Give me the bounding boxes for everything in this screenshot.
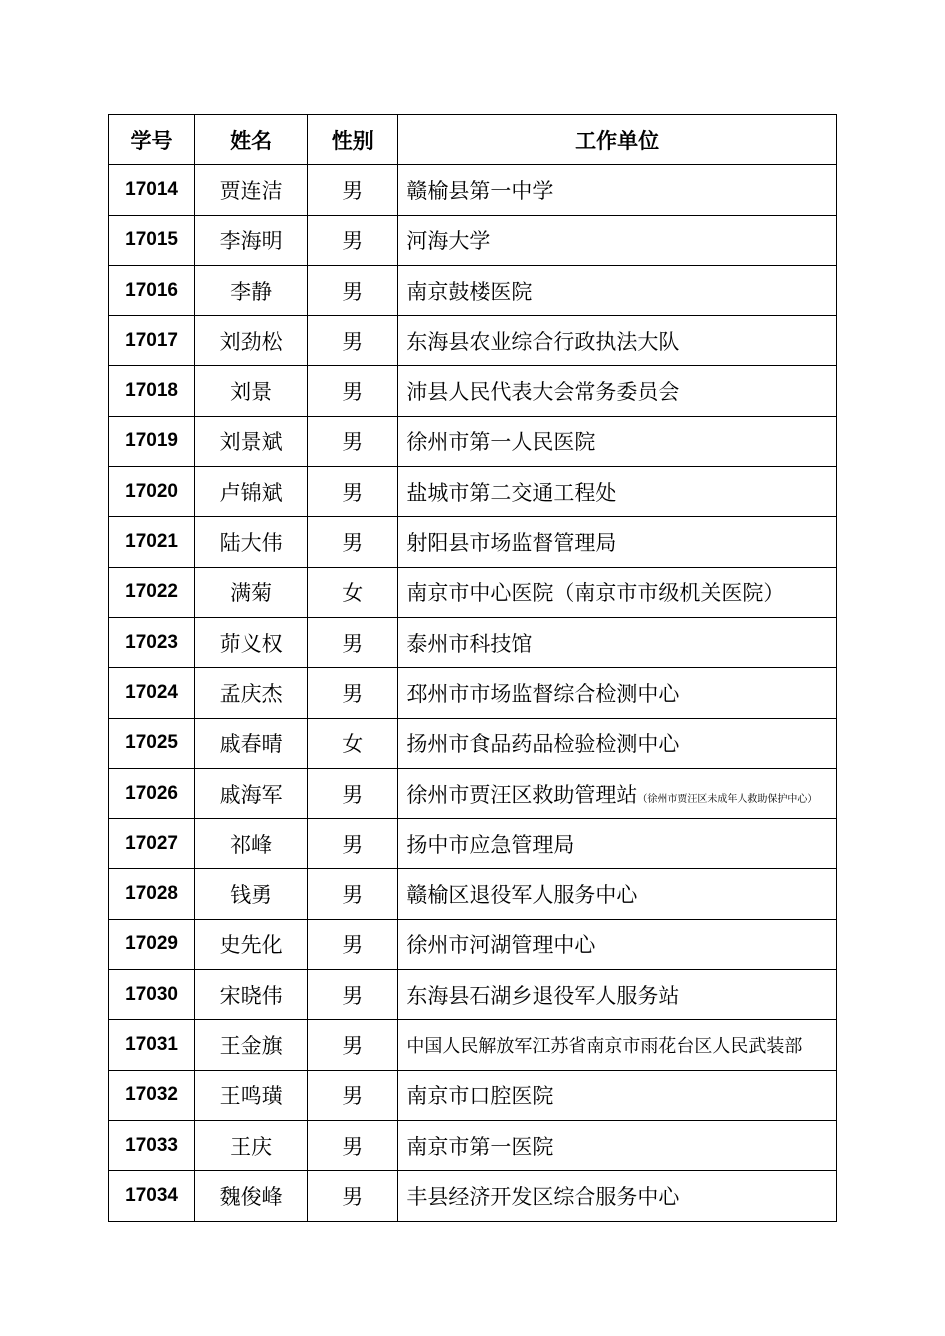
org-cell (398, 1020, 837, 1070)
org-name: 南京鼓楼医院 (406, 279, 533, 304)
sex-cell: 女 (308, 718, 398, 768)
org-name: 徐州市贾汪区救助管理站 (406, 782, 638, 807)
table-row (109, 265, 837, 315)
student-id-cell: 17023 (109, 617, 195, 667)
org-name: 扬州市食品药品检验检测中心 (406, 732, 680, 757)
sex-cell: 女 (308, 567, 398, 617)
name-cell: 王鸣璜 (195, 1070, 308, 1120)
org-name: 徐州市第一人民医院 (406, 430, 596, 455)
table-row (109, 567, 837, 617)
student-id-cell: 17014 (109, 165, 195, 215)
table-row (109, 617, 837, 667)
table-row (109, 467, 837, 517)
name-cell: 李静 (195, 265, 308, 315)
org-cell (398, 718, 837, 768)
table-row (109, 416, 837, 466)
table-row (109, 869, 837, 919)
sex-cell: 男 (308, 215, 398, 265)
name-cell: 刘景 (195, 366, 308, 416)
name-cell: 李海明 (195, 215, 308, 265)
header-org: 工作单位 (398, 115, 837, 165)
table-row (109, 1120, 837, 1170)
roster-table (108, 114, 837, 1222)
name-cell: 刘劲松 (195, 316, 308, 366)
student-id-cell: 17025 (109, 718, 195, 768)
org-cell (398, 517, 837, 567)
sex-cell: 男 (308, 1120, 398, 1170)
table-row (109, 718, 837, 768)
org-cell (398, 215, 837, 265)
org-cell (398, 366, 837, 416)
student-id-cell: 17034 (109, 1171, 195, 1221)
org-cell (398, 1120, 837, 1170)
org-name: 徐州市河湖管理中心 (406, 933, 596, 958)
table-row (109, 1070, 837, 1120)
table-row (109, 1171, 837, 1221)
table-row (109, 366, 837, 416)
student-id-cell: 17019 (109, 416, 195, 466)
table-row (109, 668, 837, 718)
student-id-cell: 17021 (109, 517, 195, 567)
table-row (109, 768, 837, 818)
student-id-cell: 17026 (109, 768, 195, 818)
student-id-cell: 17017 (109, 316, 195, 366)
org-name: 东海县农业综合行政执法大队 (406, 329, 680, 354)
name-cell: 卢锦斌 (195, 467, 308, 517)
name-cell: 史先化 (195, 919, 308, 969)
org-cell (398, 970, 837, 1020)
org-name: 射阳县市场监督管理局 (406, 531, 617, 556)
org-name: 扬中市应急管理局 (406, 832, 575, 857)
sex-cell: 男 (308, 1171, 398, 1221)
student-id-cell: 17018 (109, 366, 195, 416)
name-cell: 魏俊峰 (195, 1171, 308, 1221)
org-cell (398, 567, 837, 617)
sex-cell: 男 (308, 819, 398, 869)
name-cell: 陆大伟 (195, 517, 308, 567)
org-cell (398, 1070, 837, 1120)
table-row (109, 517, 837, 567)
org-cell (398, 617, 837, 667)
name-cell: 刘景斌 (195, 416, 308, 466)
name-cell: 贾连洁 (195, 165, 308, 215)
student-id-cell: 17027 (109, 819, 195, 869)
student-id-cell: 17028 (109, 869, 195, 919)
sex-cell: 男 (308, 265, 398, 315)
student-id-cell: 17024 (109, 668, 195, 718)
student-id-cell: 17030 (109, 970, 195, 1020)
org-name: 赣榆区退役军人服务中心 (406, 883, 638, 908)
table-row (109, 970, 837, 1020)
name-cell: 王金旗 (195, 1020, 308, 1070)
sex-cell: 男 (308, 467, 398, 517)
name-cell: 钱勇 (195, 869, 308, 919)
student-id-cell: 17015 (109, 215, 195, 265)
org-name: 中国人民解放军江苏省南京市雨花台区人民武装部 (406, 1035, 803, 1057)
table-row (109, 215, 837, 265)
student-id-cell: 17029 (109, 919, 195, 969)
org-cell (398, 819, 837, 869)
header-sex: 性别 (308, 115, 398, 165)
org-cell (398, 165, 837, 215)
sex-cell: 男 (308, 919, 398, 969)
org-cell (398, 416, 837, 466)
table-row (109, 819, 837, 869)
org-name: 邳州市市场监督综合检测中心 (406, 681, 680, 706)
sex-cell: 男 (308, 165, 398, 215)
table-body (109, 165, 837, 1221)
name-cell: 王庆 (195, 1120, 308, 1170)
sex-cell: 男 (308, 366, 398, 416)
name-cell: 戚春晴 (195, 718, 308, 768)
org-name: 南京市口腔医院 (406, 1084, 554, 1109)
table-row (109, 316, 837, 366)
sex-cell: 男 (308, 668, 398, 718)
sex-cell: 男 (308, 316, 398, 366)
org-cell (398, 265, 837, 315)
org-name: 泰州市科技馆 (406, 631, 533, 656)
header-name: 姓名 (195, 115, 308, 165)
org-cell (398, 919, 837, 969)
sex-cell: 男 (308, 768, 398, 818)
student-id-cell: 17016 (109, 265, 195, 315)
table-row (109, 165, 837, 215)
org-cell (398, 869, 837, 919)
org-name: 赣榆县第一中学 (406, 178, 554, 203)
name-cell: 孟庆杰 (195, 668, 308, 718)
org-cell (398, 768, 837, 818)
org-name: 丰县经济开发区综合服务中心 (406, 1184, 680, 1209)
header-row (109, 115, 837, 165)
org-name: 沛县人民代表大会常务委员会 (406, 380, 680, 405)
org-cell (398, 467, 837, 517)
org-cell (398, 1171, 837, 1221)
sex-cell: 男 (308, 617, 398, 667)
org-name: 东海县石湖乡退役军人服务站 (406, 983, 680, 1008)
name-cell: 戚海军 (195, 768, 308, 818)
student-id-cell: 17022 (109, 567, 195, 617)
org-name: 盐城市第二交通工程处 (406, 480, 617, 505)
sex-cell: 男 (308, 1020, 398, 1070)
name-cell: 祁峰 (195, 819, 308, 869)
org-name: 南京市第一医院 (406, 1134, 554, 1159)
table-row (109, 1020, 837, 1070)
sex-cell: 男 (308, 517, 398, 567)
org-cell (398, 668, 837, 718)
student-id-cell: 17031 (109, 1020, 195, 1070)
org-name: 南京市中心医院（南京市市级机关医院） (406, 581, 785, 606)
org-cell (398, 316, 837, 366)
sex-cell: 男 (308, 970, 398, 1020)
name-cell: 满菊 (195, 567, 308, 617)
org-note: （徐州市贾汪区未成年人救助保护中心） (637, 793, 818, 805)
org-name: 河海大学 (406, 229, 491, 254)
student-id-cell: 17033 (109, 1120, 195, 1170)
student-id-cell: 17032 (109, 1070, 195, 1120)
name-cell: 茆义权 (195, 617, 308, 667)
student-id-cell: 17020 (109, 467, 195, 517)
header-id: 学号 (109, 115, 195, 165)
sex-cell: 男 (308, 416, 398, 466)
sex-cell: 男 (308, 1070, 398, 1120)
sex-cell: 男 (308, 869, 398, 919)
name-cell: 宋晓伟 (195, 970, 308, 1020)
table-row (109, 919, 837, 969)
